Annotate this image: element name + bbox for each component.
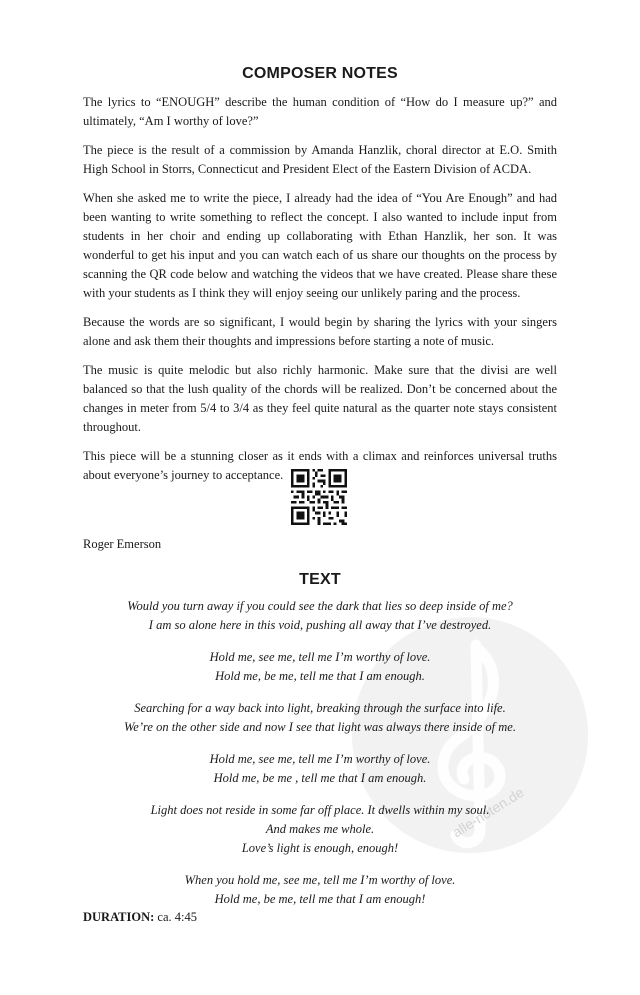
lyric-line: We’re on the other side and now I see that light was always there inside of me. [124,720,516,734]
lyric-line: Searching for a way back into light, breaking through the surface into life. [134,701,506,715]
lyric-line: Hold me, see me, tell me I’m worthy of love. [209,752,431,766]
watermark-text: alle-noten.de [449,783,527,841]
lyric-line: Hold me, see me, tell me I’m worthy of love. [209,650,431,664]
lyrics-stanza [60,871,580,909]
lyric-line: Would you turn away if you could see the dark that lies so deep inside of me? [127,599,513,613]
lyrics-block [60,597,580,922]
notes-paragraph: The music is quite melodic but also richly harmonic. Make sure that the divisi are well balanced so that the lush quality of the chords will be realized. Don’t be concerned about the changes in meter from 5/4 to 3/4 as they feel quite natural as the quarter note stays consistent throughout. [83,363,557,434]
duration-value: ca. 4:45 [157,910,197,924]
lyric-line: I am so alone here in this void, pushing all away that I’ve destroyed. [148,618,492,632]
lyric-line: And makes me whole. [265,822,375,836]
lyric-line: Hold me, be me, tell me that I am enough! [214,892,426,906]
lyrics-stanza [60,648,580,686]
lyric-line: Hold me, be me, tell me that I am enough. [215,669,425,683]
lyrics-stanza [60,801,580,858]
text-heading: TEXT [299,571,341,588]
lyrics-stanza [60,750,580,788]
notes-paragraph: This piece will be a stunning closer as it ends with a climax and reinforces universal truths about everyone’s journey to acceptance. [83,449,557,482]
notes-paragraph: The piece is the result of a commission by Amanda Hanzlik, choral director at E.O. Smith High School in Storrs, Connecticut and President Elect of the Eastern Division of ACDA. [83,143,557,176]
duration-label: DURATION: [83,910,155,924]
notes-paragraph: Because the words are so significant, I would begin by sharing the lyrics with your singers alone and ask them their thoughts and impressions before starting a note of music. [83,315,557,348]
duration-line [83,910,197,925]
composer-notes-heading: COMPOSER NOTES [242,65,398,82]
lyric-line: Love’s light is enough, enough! [241,841,399,855]
lyric-line: Light does not reside in some far off place. It dwells within my soul. [150,803,490,817]
composer-signature: Roger Emerson [83,537,162,551]
lyric-line: When you hold me, see me, tell me I’m worthy of love. [184,873,456,887]
composer-notes-body [83,93,557,495]
notes-paragraph: When she asked me to write the piece, I already had the idea of “You Are Enough” and had been wanting to write something to reflect the concept. I also wanted to include input from students in her choir and ending up collaborating with Ethan Hanzlik, her son. It was wonderful to get his input and you can watch each of us share our thoughts on the process by scanning the QR code below and watching the videos that we have created. Please share these with your students as I think they will enjoy seeing our unlikely paring and the process. [83,191,557,300]
notes-paragraph: The lyrics to “ENOUGH” describe the human condition of “How do I measure up?” and ultimately, “Am I worthy of love?” [83,95,557,128]
lyric-line: Hold me, be me , tell me that I am enough. [213,771,427,785]
lyrics-stanza [60,699,580,737]
qr-code-icon[interactable] [291,469,347,525]
lyrics-stanza [60,597,580,635]
